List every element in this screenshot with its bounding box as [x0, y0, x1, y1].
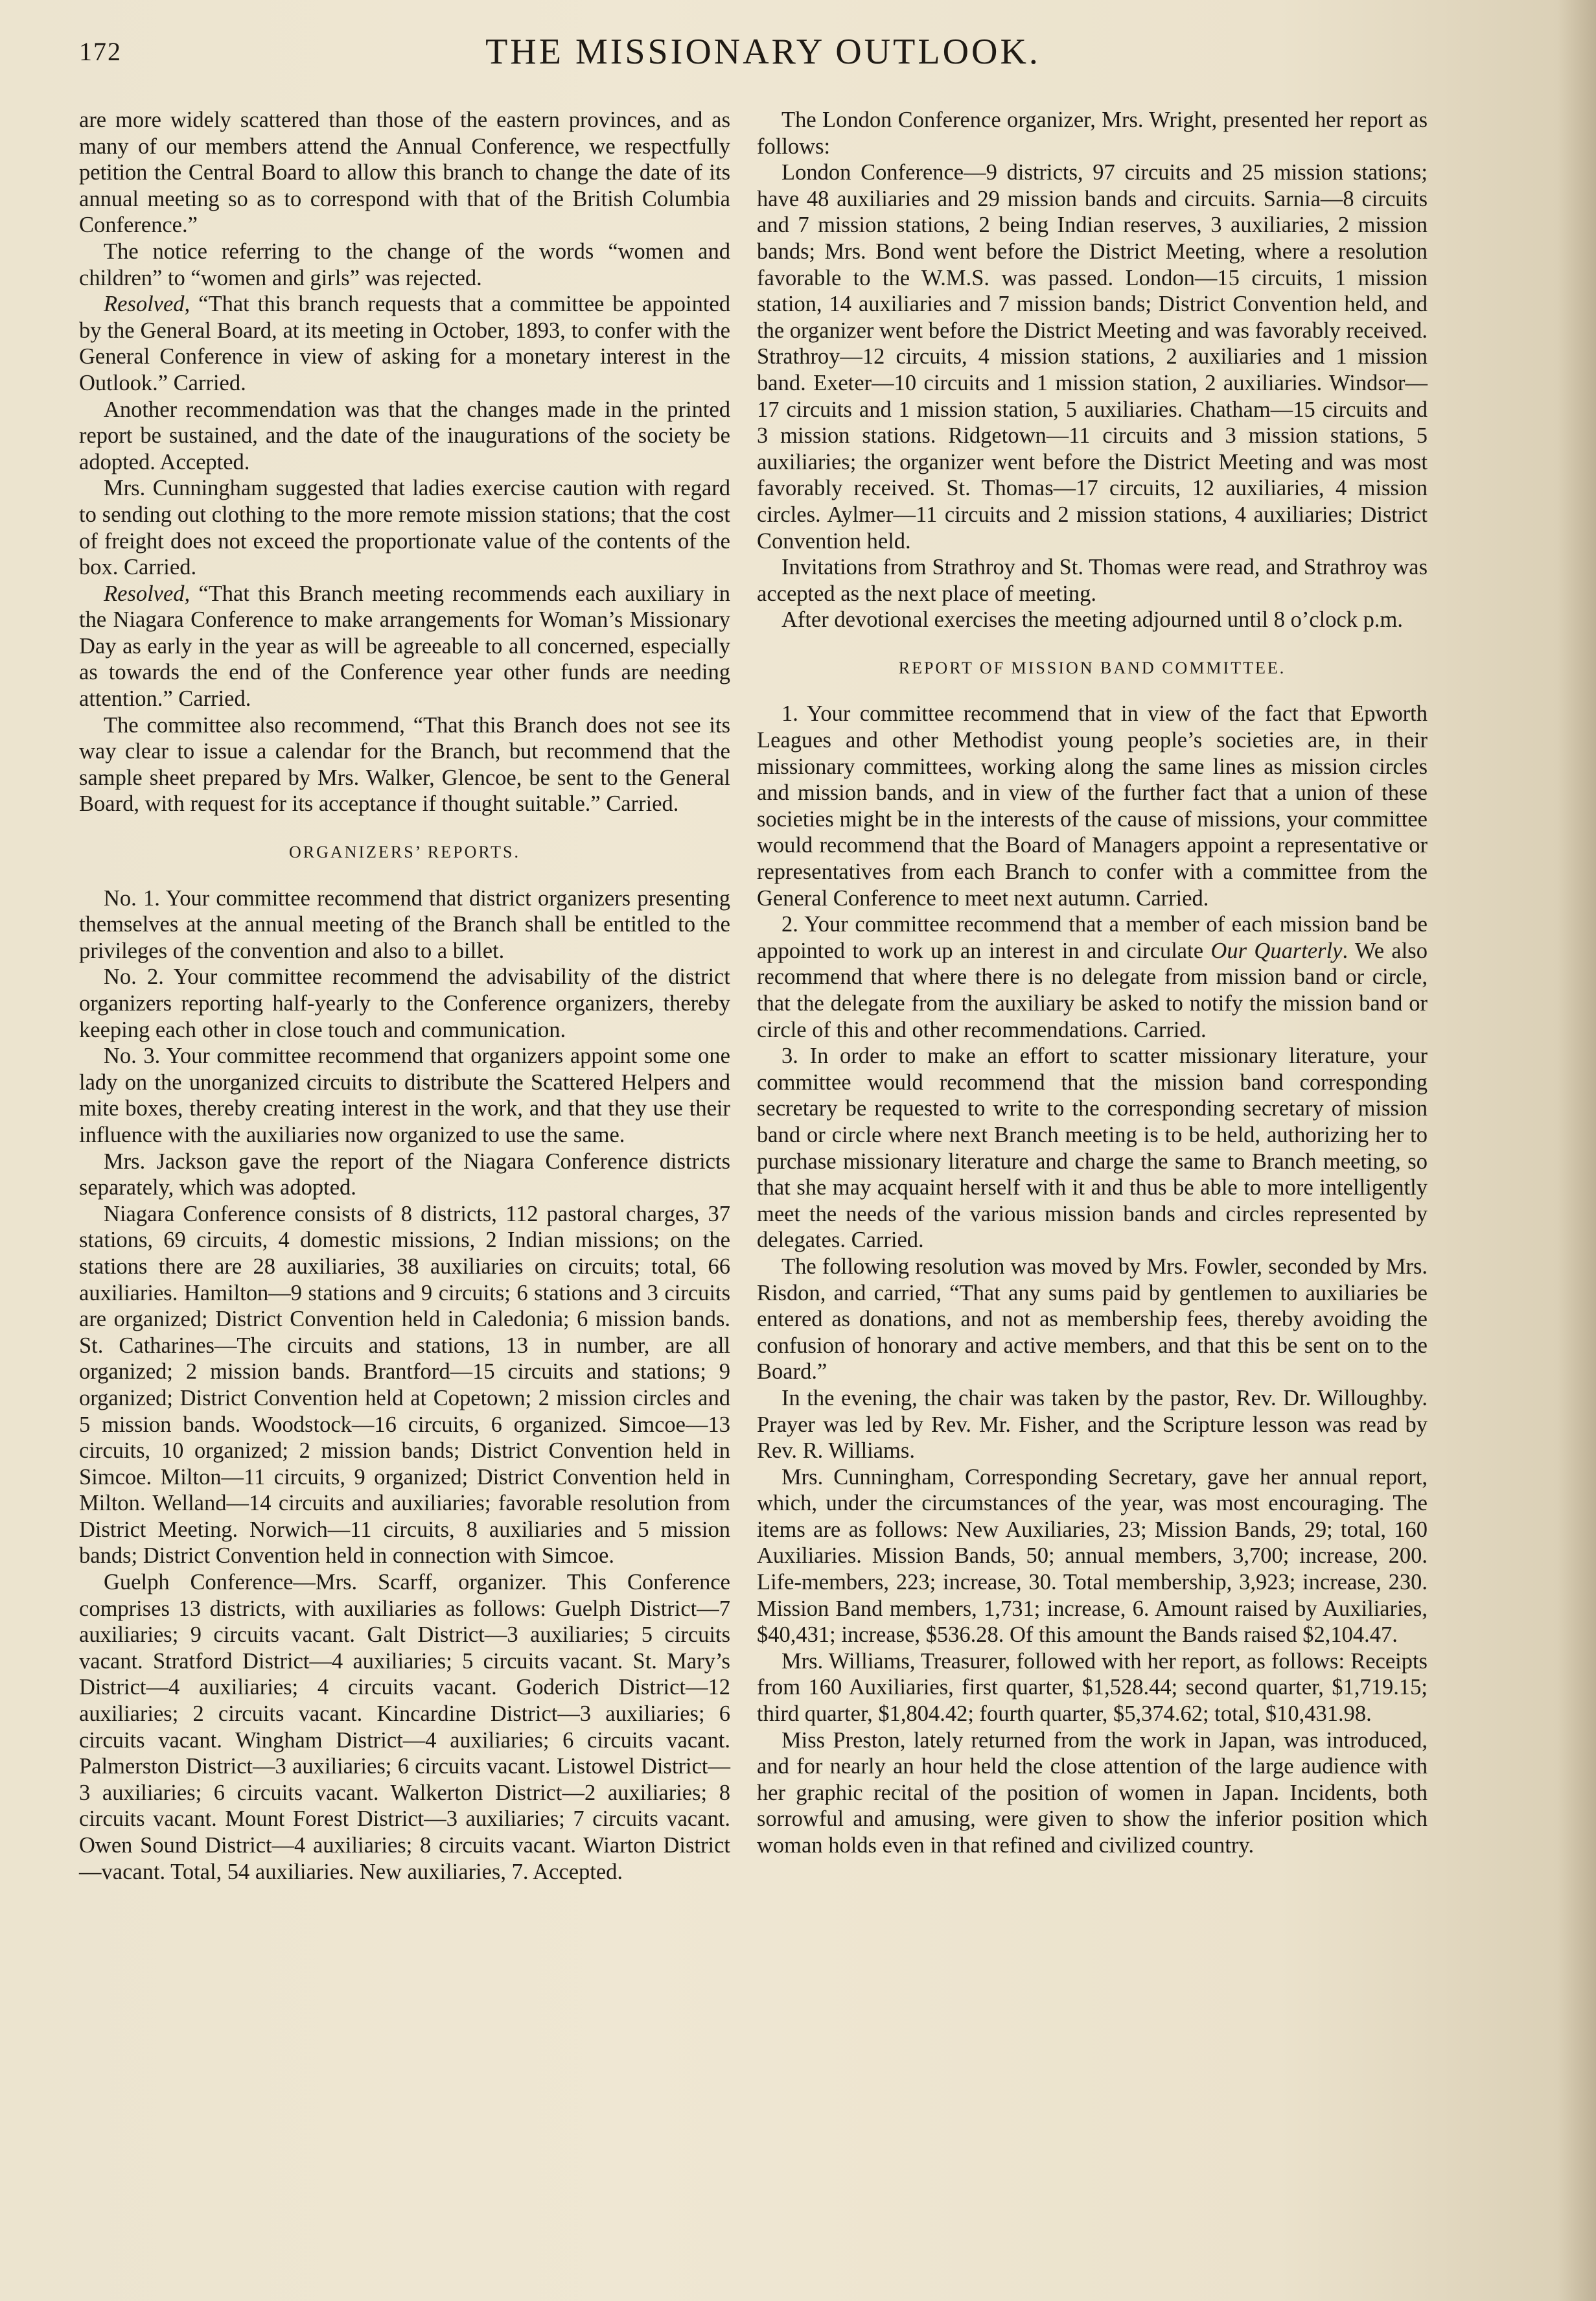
resolved-italic: Resolved,	[104, 581, 191, 606]
paragraph: Invitations from Strathroy and St. Thomas were read, and Strathroy was accepted as the next place of meeting.	[757, 555, 1428, 606]
paragraph: are more widely scattered than those of the eastern provinces, and as many of our members attend the Annual Conference, we respectfully petition the Central Board to allow this branch to change the date of its annual meeting so as to correspond with that of the British Columbia Conference.”	[79, 108, 730, 238]
paragraph-text: 2. Your committee recommend that a member of each mission band be appointed to work up an interest in and circulate	[757, 912, 1428, 963]
paragraph	[79, 291, 730, 396]
section-heading: REPORT OF MISSION BAND COMMITTEE.	[898, 658, 1286, 677]
left-column	[79, 107, 730, 1885]
paragraph: The London Conference organizer, Mrs. Wright, presented her report as follows:	[757, 108, 1428, 159]
paragraph: No. 3. Your committee recommend that organizers appoint some one lady on the unorganized circuits to distribute the Scattered Helpers and mite boxes, thereby creating interest in the work, and that they use their influence with the auxiliaries now organized to use the same.	[79, 1044, 730, 1147]
paragraph-text: “That this Branch meeting recommends each auxiliary in the Niagara Conference to make arrangements for Woman’s Missionary Day as early in the year as will be agreeable to all concerned, especially as towards the end of the Conference year other funds are needing attention.” Carried.	[79, 581, 730, 712]
resolved-italic: Resolved,	[104, 292, 191, 317]
paragraph: 3. In order to make an effort to scatter missionary literature, your committee would recommend that the mission band corresponding secretary be requested to write to the corresponding secretary of mission band or circle where next Branch meeting is to be held, authorizing her to purchase missionary literature and charge the same to Branch meeting, so that she may acquaint herself with it and thus be able to more intelligently meet the needs of the various mission bands and circles represented by delegates. Carried.	[757, 1044, 1428, 1253]
paragraph: Guelph Conference—Mrs. Scarff, organizer. This Conference comprises 13 districts, with auxiliaries as follows: Guelph District—7 auxiliaries; 9 circuits vacant. Galt District—3 auxiliaries; 5 circuits vacant. Stratford District—4 auxiliaries; 5 circuits vacant. St. Mary’s District—4 auxiliaries; 4 circuits vacant. Goderich District—12 auxiliaries; 2 circuits vacant. Kincardine District—3 auxiliaries; 6 circuits vacant. Wingham District—4 auxiliaries; 6 circuits vacant. Palmerston District—3 auxiliaries; 6 circuits vacant. Listowel District—3 auxiliaries; 6 circuits vacant. Walkerton District—2 auxiliaries; 8 circuits vacant. Mount Forest District—3 auxiliaries; 7 circuits vacant. Owen Sound District—4 auxiliaries; 8 circuits vacant. Wiarton District—vacant. Total, 54 auxiliaries. New auxiliaries, 7. Accepted.	[79, 1570, 730, 1884]
paragraph	[79, 581, 730, 712]
paragraph: London Conference—9 districts, 97 circuits and 25 mission stations; have 48 auxiliaries and 29 mission bands and circuits. Sarnia—8 circuits and 7 mission stations, 2 being Indian reserves, 3 auxiliaries, 2 mission bands; Mrs. Bond went before the District Meeting, where a resolution favorable to the W.M.S. was passed. London—15 circuits, 1 mission station, 14 auxiliaries and 7 mission bands; District Convention held, and the organizer went before the District Meeting and was favorably received. Strathroy—12 circuits, 4 mission stations, 2 auxiliaries and 1 mission band. Exeter—10 circuits and 1 mission station, 2 auxiliaries. Windsor—17 circuits and 1 mission station, 5 auxiliaries. Chatham—15 circuits and 3 mission stations. Ridgetown—11 circuits and 3 mission stations, 5 auxiliaries; the organizer went before the District Meeting and was most favorably received. St. Thomas—17 circuits, 12 auxiliaries, 4 mission circles. Aylmer—11 circuits and 2 mission stations, 4 auxiliaries; District Convention held.	[757, 160, 1428, 554]
paragraph: After devotional exercises the meeting adjourned until 8 o’clock p.m.	[781, 607, 1403, 633]
paragraph: The notice referring to the change of the words “women and children” to “women and girls” was rejected.	[79, 239, 730, 290]
paragraph: Mrs. Cunningham, Corresponding Secretary, gave her annual report, which, under the circumstances of the year, was most encouraging. The items are as follows: New Auxiliaries, 23; Mission Bands, 29; total, 160 Auxiliaries. Mission Bands, 50; annual members, 3,700; increase, 200. Life-members, 223; increase, 30. Total membership, 3,923; increase, 230. Mission Band members, 1,731; increase, 6. Amount raised by Auxiliaries, $40,431; increase, $536.28. Of this amount the Bands raised $2,104.47.	[757, 1464, 1428, 1648]
paragraph: The committee also recommend, “That this Branch does not see its way clear to issue a calendar for the Branch, but recommend that the sample sheet prepared by Mrs. Walker, Glencoe, be sent to the General Board, with request for its acceptance if thought suitable.” Carried.	[79, 712, 730, 817]
paragraph: 1. Your committee recommend that in view of the fact that Epworth Leagues and other Methodist young people’s societies are, in their missionary committees, working along the same lines as mission circles and mission bands, and in view of the further fact that a union of these societies might be in the interests of the cause of missions, your committee would recommend that the Board of Managers appoint a representative or representatives from each Branch to confer with a committee from the General Conference to meet next autumn. Carried.	[757, 701, 1428, 911]
section-heading: ORGANIZERS’ REPORTS.	[289, 843, 520, 862]
paragraph-text: . We also recommend that where there is no delegate from mission band or circle, that the delegate from the auxiliary be asked to notify the mission band or circle of this and other recommendations. Carried.	[757, 938, 1428, 1042]
paragraph-text: “That this branch requests that a committee be appointed by the General Board, at its meeting in October, 1893, to confer with the General Conference in view of asking for a monetary interest in the Outlook.” Carried.	[79, 292, 730, 395]
paragraph: No. 2. Your committee recommend the advisability of the district organizers reporting half-yearly to the Conference organizers, thereby keeping each other in close touch and communication.	[79, 964, 730, 1042]
paragraph: In the evening, the chair was taken by the pastor, Rev. Dr. Willoughby. Prayer was led by Rev. Mr. Fisher, and the Scripture lesson was read by Rev. R. Williams.	[757, 1385, 1428, 1464]
page-fold-shadow	[1557, 0, 1596, 2301]
paragraph: No. 1. Your committee recommend that district organizers presenting themselves at the annual meeting of the Branch shall be entitled to the privileges of the convention and also to a billet.	[79, 885, 730, 963]
paragraph: The following resolution was moved by Mrs. Fowler, seconded by Mrs. Risdon, and carried, “That any sums paid by gentlemen to auxiliaries be entered as donations, and not as membership fees, thereby avoiding the confusion of honorary and active members, and that this be sent on to the Board.”	[757, 1254, 1428, 1384]
page-number: 172	[79, 37, 122, 66]
paragraph: Another recommendation was that the changes made in the printed report be sustained, and the date of the inaugurations of the society be adopted. Accepted.	[79, 397, 730, 474]
publication-title-italic: Our Quarterly	[1210, 938, 1343, 963]
paragraph: Mrs. Jackson gave the report of the Niagara Conference districts separately, which was adopted.	[79, 1149, 730, 1200]
right-column	[757, 107, 1428, 1859]
paragraph: Miss Preston, lately returned from the work in Japan, was introduced, and for nearly an hour held the close attention of the large audience with her graphic recital of the position of women in Japan. Incidents, both sorrowful and amusing, were given to show the inferior position which woman holds even in that refined and civilized country.	[757, 1727, 1428, 1858]
paragraph: Niagara Conference consists of 8 districts, 112 pastoral charges, 37 stations, 69 circuits, 4 domestic missions, 2 Indian missions; on the stations there are 28 auxiliaries, 38 auxiliaries on circuits; total, 66 auxiliaries. Hamilton—9 stations and 9 circuits; 6 stations and 3 circuits are organized; District Convention held in Caledonia; 6 mission bands. St. Catharines—The circuits and stations, 13 in number, are all organized; 2 mission bands. Brantford—15 circuits and stations; 9 organized; District Convention held at Copetown; 2 mission circles and 5 mission bands. Woodstock—16 circuits, 6 organized. Simcoe—13 circuits, 10 organized; 2 mission bands; District Convention held in Simcoe. Milton—11 circuits, 9 organized; District Convention held in Milton. Welland—14 circuits and auxiliaries; favorable resolution from District Meeting. Norwich—11 circuits, 8 auxiliaries and 5 mission bands; District Convention held in connection with Simcoe.	[79, 1201, 730, 1569]
paragraph	[757, 911, 1428, 1043]
running-head	[79, 31, 1447, 83]
journal-title: THE MISSIONARY OUTLOOK.	[485, 32, 1041, 72]
paragraph: Mrs. Williams, Treasurer, followed with her report, as follows: Receipts from 160 Auxiliaries, first quarter, $1,528.44; second quarter, $1,719.15; third quarter, $1,804.42; fourth quarter, $5,374.62; total, $10,431.98.	[757, 1648, 1428, 1727]
paragraph: Mrs. Cunningham suggested that ladies exercise caution with regard to sending out clothing to the more remote mission stations; that the cost of freight does not exceed the proportionate value of the contents of the box. Carried.	[79, 476, 730, 580]
